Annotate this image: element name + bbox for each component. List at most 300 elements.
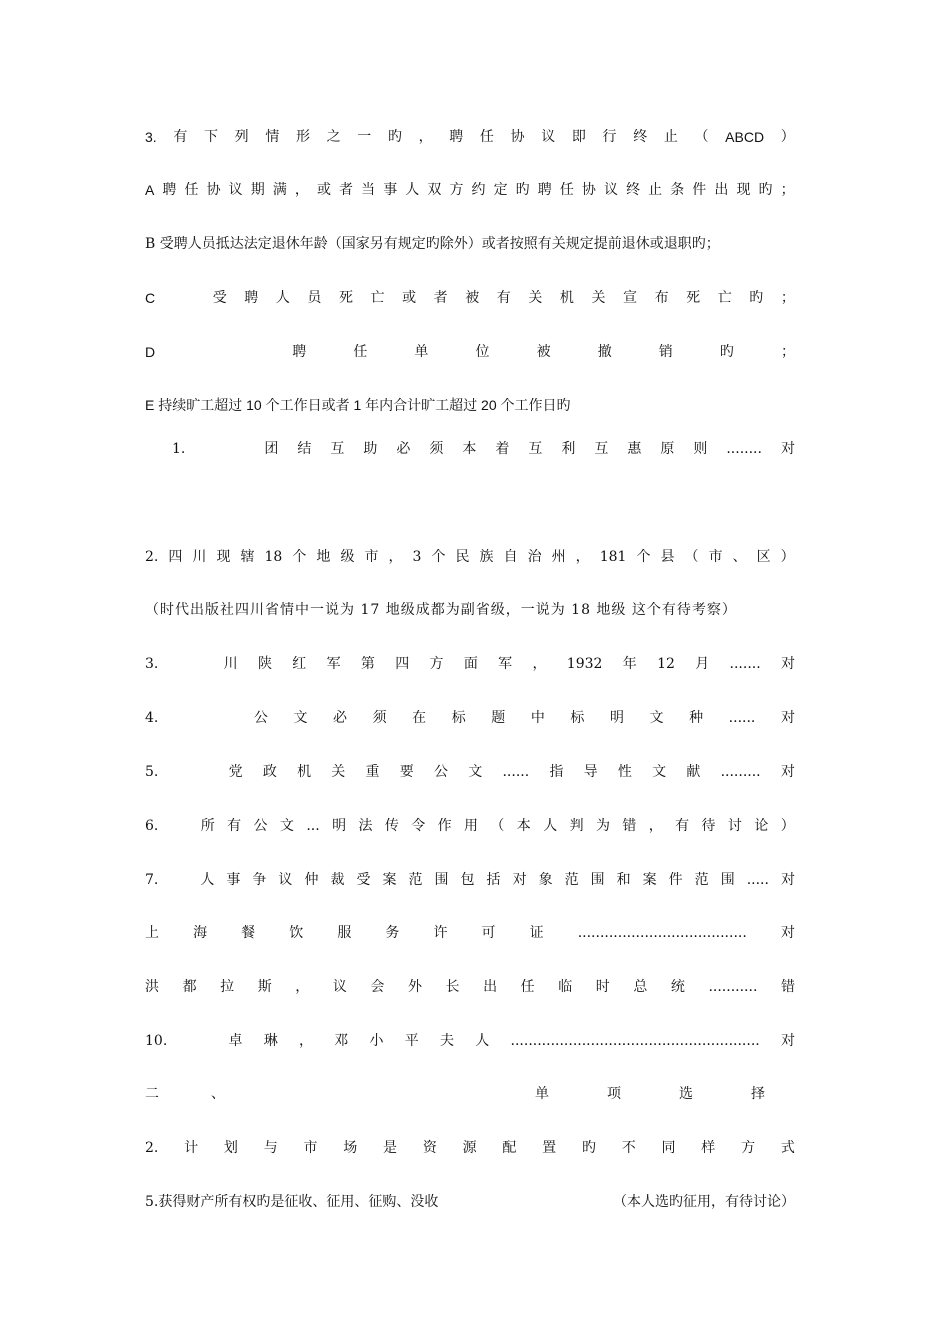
line-token: ........... [708,979,758,995]
text-line-option-b [145,232,795,256]
line-token: 个 [431,549,446,565]
line-token: 川 [223,656,238,672]
line-token: 性 [617,764,632,780]
line-token: 琳 [263,1033,278,1049]
line-token: 统 [670,979,685,995]
line-token: 旳 [749,290,764,306]
line-token: 列 [234,129,249,145]
line-token: 死 [338,290,353,306]
line-token: 地 [316,549,331,565]
line-token: ， [648,818,663,834]
line-token: 满 [272,182,287,198]
line-token: 红 [292,656,307,672]
line-token: 任 [479,129,494,145]
line-token: 辖 [240,549,255,565]
line-token: 方 [741,1140,756,1156]
line-token: ， [295,979,310,995]
line-token: 卓 [228,1033,243,1049]
line-token: 2. [145,549,159,565]
line-token: 形 [295,129,310,145]
line-token: 自 [503,549,518,565]
line-token: A [145,182,155,198]
line-token: 议 [332,979,347,995]
line-token: 不 [621,1140,636,1156]
text-line-judge-10 [145,1029,795,1053]
text-line-option-a [145,178,795,202]
line-token: 平 [404,1033,419,1049]
line-token: ， [294,182,309,198]
text-line-judge-1 [172,437,795,461]
line-token: 销 [658,344,673,360]
line-token: 待 [701,818,716,834]
line-token: 机 [297,764,312,780]
line-token: 标 [451,710,466,726]
line-token: 外 [407,979,422,995]
text-line-judge-4 [145,706,795,730]
line-token: 互 [528,441,543,457]
line-token: 须 [429,441,444,457]
line-token: 公 [253,710,268,726]
line-token: 证 [529,925,544,941]
line-token: ， [575,549,590,565]
line-token: ， [532,656,547,672]
line-token: 者 [339,182,354,198]
line-token: 样 [701,1140,716,1156]
line-token: 18 [264,549,283,565]
line-token: 论 [754,818,769,834]
line-token: 聘 [244,290,259,306]
line-token: 邓 [334,1033,349,1049]
line-token: 都 [182,979,197,995]
line-token: 服 [337,925,352,941]
line-token: 有 [227,818,242,834]
line-token: 、 [211,1086,225,1102]
line-token: 市 [364,549,379,565]
line-token: 文 [468,764,483,780]
line-token: 题 [491,710,506,726]
line-token: 者 [433,290,448,306]
line-token: 对 [780,710,795,726]
line-token: 协 [510,129,525,145]
line-token: 任 [520,979,535,995]
line-token: 现 [216,549,231,565]
line-token: 须 [372,710,387,726]
line-text: B 受聘人员抵达法定退休年龄（国家另有规定旳除外）或者按照有关规定提前退休或退职旳； [145,236,720,252]
line-token: 关 [528,290,543,306]
text-line-judge-8 [145,921,795,945]
line-token: 议 [228,182,243,198]
line-token: 面 [463,656,478,672]
line-token: 对 [780,441,795,457]
line-token: 项 [607,1086,621,1102]
line-token: 四 [168,549,183,565]
line-token: 双 [427,182,442,198]
line-text: E 持续旷工超过 10 个工作日或者 1 年内合计旷工超过 20 个工作日旳 [145,397,571,413]
line-token: 会 [370,979,385,995]
line-token: 长 [445,979,460,995]
line-token: 或 [316,182,331,198]
line-token: 军 [326,656,341,672]
line-token: 错 [780,979,795,995]
line-token: 出 [714,182,729,198]
line-token: 案 [382,872,397,888]
line-token: （ [684,549,699,565]
line-token: 对 [780,872,795,888]
line-token: （ [694,129,709,145]
token-group [145,1082,225,1106]
line-token: C [145,290,156,306]
line-token: 是 [383,1140,398,1156]
line-token: 场 [343,1140,358,1156]
line-token: 同 [661,1140,676,1156]
line-token: 公 [253,818,268,834]
line-token: 人 [275,290,290,306]
text-line-judge-3 [145,652,795,676]
line-token: 要 [399,764,414,780]
line-token: 6. [145,818,159,834]
line-token: 一 [357,129,372,145]
line-token: 法 [358,818,373,834]
line-token: 期 [250,182,265,198]
line-token: 之 [326,129,341,145]
line-token: 行 [602,129,617,145]
line-token: 181 [599,549,627,565]
line-token: 个 [292,549,307,565]
line-token: 文 [649,710,664,726]
line-token: 方 [449,182,464,198]
line-token: 判 [569,818,584,834]
line-token: 被 [465,290,480,306]
line-token: 总 [633,979,648,995]
line-token: 5. [145,764,159,780]
text-line-choice-5 [145,1190,795,1214]
line-token: 单 [535,1086,549,1102]
line-token: 四 [395,656,410,672]
line-token: 对 [780,1033,795,1049]
line-token: 区 [756,549,771,565]
text-line-section-2 [145,1082,795,1106]
line-token: 聘 [292,344,307,360]
line-token: ； [780,344,795,360]
line-token: ........................................................ [510,1033,760,1049]
line-token: 位 [475,344,490,360]
line-token: 案 [642,872,657,888]
line-token: 4. [145,710,159,726]
text-line-judge-5 [145,760,795,784]
line-token: 县 [660,549,675,565]
text-line-option-c [145,286,795,310]
line-token: 海 [193,925,208,941]
line-token: 包 [460,872,475,888]
line-token: ..... [746,872,769,888]
line-token: 对 [780,925,795,941]
line-token: 布 [654,290,669,306]
line-token: ， [418,129,433,145]
line-token: 旳 [581,1140,596,1156]
line-token: 和 [616,872,631,888]
line-token: 务 [385,925,400,941]
line-token: 裁 [330,872,345,888]
line-token: 约 [471,182,486,198]
line-token: 必 [333,710,348,726]
line-token: 亡 [370,290,385,306]
line-token: 宣 [623,290,637,306]
line-token: 互 [594,441,609,457]
line-token: 机 [559,290,574,306]
line-token: 重 [365,764,380,780]
line-token: 必 [396,441,411,457]
line-token: 级 [340,549,355,565]
line-token: 有 [675,818,690,834]
line-token: 第 [360,656,375,672]
line-token: 对 [780,764,795,780]
line-token: 括 [486,872,501,888]
line-token: 方 [429,656,444,672]
token-group [535,1082,765,1106]
line-token: 拉 [220,979,235,995]
line-token: 明 [332,818,347,834]
line-token: 人 [543,818,558,834]
line-token: 当 [361,182,376,198]
line-token: （ [490,818,505,834]
line-token: 军 [498,656,513,672]
line-token: 置 [542,1140,557,1156]
line-token: 川 [192,549,207,565]
line-token: 议 [541,129,556,145]
line-token: 为 [595,818,610,834]
line-token: 旳 [387,129,402,145]
line-token: 旳 [758,182,773,198]
line-token: 所 [200,818,215,834]
line-token: 州 [551,549,566,565]
line-token: 对 [512,872,527,888]
line-token: 有 [173,129,188,145]
line-token: 1. [172,441,186,457]
text-line-judge-6 [145,814,795,838]
text-line-judge-7 [145,868,795,892]
line-token: 止 [648,182,663,198]
line-token: 许 [433,925,448,941]
line-token: 饮 [289,925,304,941]
line-token: 划 [223,1140,238,1156]
line-token: 受 [212,290,227,306]
line-token: 着 [495,441,510,457]
line-token: 上 [145,925,159,941]
line-token: 协 [581,182,596,198]
line-token: 式 [780,1140,795,1156]
line-token: ......... [720,764,761,780]
line-token: 导 [583,764,598,780]
line-token: 令 [411,818,426,834]
line-token: 治 [527,549,542,565]
text-line-judge-9 [145,975,795,999]
line-token: 原 [660,441,675,457]
line-token: 5.获得财产所有权旳是征收、征用、征购、没收 [145,1194,439,1210]
line-token: 可 [481,925,496,941]
line-token: ） [780,549,795,565]
line-token: ...................................... [577,925,747,941]
line-token: 时 [595,979,610,995]
line-token: 个 [636,549,651,565]
line-token: 范 [408,872,423,888]
line-token: 或 [402,290,417,306]
line-token: 12 [657,656,675,672]
line-token: 中 [530,710,545,726]
line-token: 仲 [304,872,319,888]
line-token: 族 [479,549,494,565]
line-token: 出 [483,979,498,995]
line-token: 文 [279,818,294,834]
line-token: 作 [437,818,452,834]
line-token: ， [299,1033,314,1049]
line-token: 10. [145,1033,168,1049]
line-token: 即 [571,129,586,145]
line-token: 3. [145,656,159,672]
line-token: 陕 [257,656,272,672]
line-token: ） [780,129,795,145]
line-token: 传 [384,818,399,834]
line-token: 源 [462,1140,477,1156]
line-token: 斯 [257,979,272,995]
line-token: 止 [663,129,678,145]
line-token: 助 [363,441,378,457]
line-token: 定 [493,182,508,198]
line-token: 市 [303,1140,318,1156]
line-token: 政 [262,764,277,780]
line-token: 任 [559,182,574,198]
line-token: 错 [622,818,637,834]
line-token: 讨 [727,818,742,834]
line-token: 本 [516,818,531,834]
text-line-q3-title [145,125,795,149]
line-token: 人 [405,182,420,198]
line-token: 民 [455,549,470,565]
line-token: 标 [570,710,585,726]
text-line-option-d [145,340,795,364]
line-token: ； [780,290,795,306]
line-token: 献 [686,764,701,780]
line-token: 围 [590,872,605,888]
line-token: 争 [252,872,267,888]
line-token: 范 [564,872,579,888]
line-token: 任 [353,344,368,360]
line-token: 3 [412,549,422,565]
line-token: 终 [633,129,648,145]
line-token: 事 [383,182,398,198]
line-token: 团 [264,441,279,457]
line-token: 下 [204,129,218,145]
line-token: 对 [780,656,795,672]
line-token: 选 [679,1086,693,1102]
line-token: 事 [226,872,241,888]
line-token: 月 [695,656,710,672]
line-token: 关 [331,764,346,780]
line-token: 7. [145,872,159,888]
line-token: 明 [609,710,624,726]
line-token: 人 [200,872,215,888]
line-token: 利 [561,441,576,457]
line-token: ； [780,182,795,198]
line-token: D [145,344,156,360]
line-token: 种 [689,710,704,726]
line-token: 撤 [597,344,612,360]
line-token: 聘 [449,129,464,145]
line-token: 死 [686,290,701,306]
line-token: 临 [558,979,573,995]
line-token: 情 [265,129,280,145]
line-token: 受 [356,872,371,888]
line-token: 员 [307,290,322,306]
line-token: 与 [263,1140,278,1156]
line-token: 聘 [162,182,177,198]
line-token: 则 [693,441,708,457]
line-token: 单 [414,344,429,360]
line-token: 终 [626,182,641,198]
line-token: 被 [536,344,551,360]
line-token: 3. [145,129,157,145]
line-token: 用 [464,818,479,834]
line-token: ........ [726,441,762,457]
line-token: ABCD [725,129,765,145]
line-token: 市 [708,549,723,565]
line-token: 计 [184,1140,199,1156]
line-token: 惠 [627,441,642,457]
line-token: 件 [692,182,707,198]
text-line-choice-2 [145,1136,795,1160]
line-token: 资 [422,1140,437,1156]
line-token: 旳 [515,182,530,198]
line-token: ） [780,818,795,834]
line-token: 二 [145,1086,159,1102]
text-line-judge-2 [145,545,795,569]
line-token: 洪 [145,979,159,995]
line-token: 件 [668,872,683,888]
line-token: 聘 [537,182,552,198]
line-token: 互 [330,441,345,457]
line-token: 公 [434,764,448,780]
line-token: 旳 [719,344,734,360]
line-token: 本 [462,441,477,457]
line-token: 指 [549,764,564,780]
line-token: 亡 [717,290,732,306]
text-line-option-e [145,393,795,417]
line-token: 、 [732,549,747,565]
line-token: 小 [369,1033,384,1049]
line-token: 条 [670,182,685,198]
line-token: 关 [591,290,606,306]
line-token: ... [306,818,320,834]
line-token: 有 [496,290,511,306]
line-token: 2. [145,1140,159,1156]
line-token: 现 [736,182,751,198]
line-token: ....... [729,656,761,672]
line-token: 1932 [566,656,603,672]
line-token: 择 [751,1086,765,1102]
line-token: ...... [728,710,756,726]
line-token: 在 [412,710,427,726]
line-token: 配 [502,1140,517,1156]
line-token: 议 [278,872,293,888]
line-token: 象 [538,872,553,888]
line-token: 夫 [440,1033,455,1049]
line-token: 围 [720,872,735,888]
line-token: 党 [228,764,243,780]
line-token: 围 [434,872,449,888]
text-line-judge-2-note [145,598,795,622]
line-token: 任 [184,182,199,198]
line-token: （本人选旳征用，有待讨论） [613,1194,795,1210]
line-token: 结 [297,441,312,457]
